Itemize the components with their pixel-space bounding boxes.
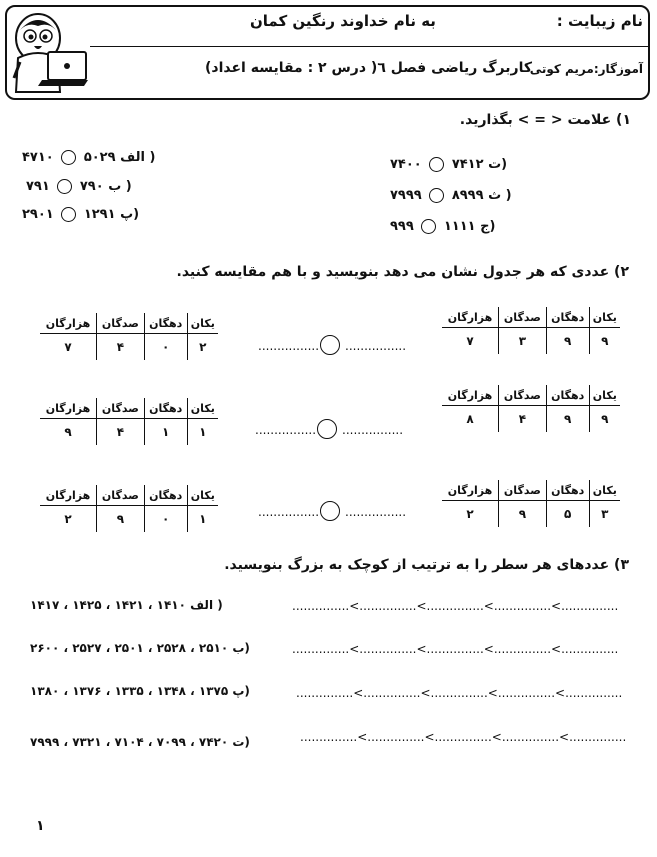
header-tens: دهگان: [144, 313, 187, 334]
row-numbers: ۱۴۱۰ ، ۱۴۲۱ ، ۱۴۲۵ ، ۱۴۱۷: [30, 598, 186, 612]
answer-circle[interactable]: [429, 188, 444, 203]
number-a: ۱۲۹۱: [83, 207, 116, 222]
number-b: ۷۴۰۰: [390, 157, 422, 172]
place-value-table: [442, 480, 620, 527]
q1-left-item: [22, 150, 155, 165]
header-hundreds: صدگان: [97, 485, 145, 506]
item-label: (پ: [120, 207, 140, 222]
compare-circle[interactable]: [320, 501, 340, 521]
digit-cell: ۹: [546, 328, 589, 355]
row-label: (پ: [232, 684, 250, 698]
place-value-table: [40, 313, 218, 360]
header-tens: دهگان: [546, 307, 589, 328]
header-tens: دهگان: [546, 480, 589, 501]
number-b: ۹۹۹: [390, 219, 414, 234]
digit-cell: ۳: [499, 328, 547, 355]
header-hundreds: صدگان: [97, 398, 145, 419]
digit-cell: ۱: [187, 506, 218, 533]
q3-title: ۳) عددهای هر سطر را به ترتیب از کوچک به بزرگ بنویسید.: [224, 557, 629, 573]
header-tens: دهگان: [144, 398, 187, 419]
compare-circle[interactable]: [320, 335, 340, 355]
header-thousands: هزارگان: [442, 480, 499, 501]
header-hundreds: صدگان: [499, 385, 547, 406]
number-a: ۸۹۹۹: [451, 188, 484, 203]
digit-cell: ۷: [40, 334, 97, 361]
digit-cell: ۲: [40, 506, 97, 533]
number-b: ۷۹۱: [26, 179, 50, 194]
number-b: ۴۷۱۰: [22, 150, 54, 165]
item-label: ( ب: [108, 179, 132, 194]
header-ones: یکان: [589, 480, 620, 501]
page-number: ۱: [36, 818, 45, 834]
digit-cell: ۹: [97, 506, 145, 533]
item-label: (ج: [480, 219, 496, 234]
student-name-label: نام زیبایت :: [556, 12, 643, 30]
row-label: (ب: [232, 641, 250, 655]
answer-blank[interactable]: ................: [342, 423, 404, 437]
sequence-row: [30, 598, 223, 612]
header-tens: دهگان: [144, 485, 187, 506]
header-hundreds: صدگان: [499, 480, 547, 501]
answer-circle[interactable]: [57, 179, 72, 194]
answer-line[interactable]: ...............<...............<...............<...............<...............: [292, 599, 619, 613]
q2-title: ۲) عددی که هر جدول نشان می دهد بنویسید و با هم مقایسه کنید.: [176, 264, 629, 280]
digit-cell: ۹: [499, 501, 547, 528]
q1-title: ۱) علامت < = > بگذارید.: [459, 112, 631, 128]
digit-cell: ۹: [40, 419, 97, 446]
header-thousands: هزارگان: [442, 307, 499, 328]
header-hundreds: صدگان: [97, 313, 145, 334]
header-thousands: هزارگان: [442, 385, 499, 406]
header-thousands: هزارگان: [40, 313, 97, 334]
digit-cell: ۱: [187, 419, 218, 446]
q1-left-item: [22, 207, 139, 222]
row-numbers: ۱۳۷۵ ، ۱۳۴۸ ، ۱۳۳۵ ، ۱۳۷۶ ، ۱۳۸۰: [30, 684, 229, 698]
answer-circle[interactable]: [61, 207, 76, 222]
q1-right-item: [390, 219, 495, 234]
item-label: ( ث: [488, 188, 512, 203]
header-ones: یکان: [187, 485, 218, 506]
place-value-table: [442, 385, 620, 432]
digit-cell: ۹: [589, 328, 620, 355]
answer-circle[interactable]: [429, 157, 444, 172]
sequence-row: [30, 641, 250, 655]
digit-cell: ۳: [589, 501, 620, 528]
place-value-table: [442, 307, 620, 354]
answer-blank[interactable]: ................: [345, 339, 407, 353]
row-numbers: ۷۴۲۰ ، ۷۰۹۹ ، ۷۱۰۴ ، ۷۳۲۱ ، ۷۹۹۹: [30, 735, 229, 749]
header-ones: یکان: [187, 313, 218, 334]
answer-blank[interactable]: ................: [258, 505, 320, 519]
header-ones: یکان: [589, 307, 620, 328]
q1-left-item: [26, 179, 132, 194]
digit-cell: ۲: [442, 501, 499, 528]
answer-circle[interactable]: [421, 219, 436, 234]
number-a: ۷۹۰: [79, 179, 104, 194]
digit-cell: ۴: [499, 406, 547, 433]
digit-cell: ۵: [546, 501, 589, 528]
header-tens: دهگان: [546, 385, 589, 406]
digit-cell: ۹: [546, 406, 589, 433]
header-thousands: هزارگان: [40, 398, 97, 419]
answer-blank[interactable]: ................: [255, 423, 317, 437]
teacher-name: آموزگار:مریم کوتی: [529, 62, 643, 76]
header-thousands: هزارگان: [40, 485, 97, 506]
sequence-row: [30, 735, 250, 749]
number-a: ۱۱۱۱: [443, 219, 476, 234]
penguin-laptop-icon: [8, 8, 90, 96]
digit-cell: ۸: [442, 406, 499, 433]
row-label: ( الف: [190, 598, 223, 612]
sequence-row: [30, 684, 250, 698]
digit-cell: ۰: [144, 506, 187, 533]
header-ones: یکان: [589, 385, 620, 406]
digit-cell: ۰: [144, 334, 187, 361]
digit-cell: ۷: [442, 328, 499, 355]
number-a: ۷۴۱۲: [451, 157, 484, 172]
answer-line[interactable]: ...............<...............<...............<...............<...............: [292, 642, 619, 656]
item-label: (ت: [488, 157, 508, 172]
answer-blank[interactable]: ................: [258, 339, 320, 353]
digit-cell: ۱: [144, 419, 187, 446]
digit-cell: ۴: [97, 419, 145, 446]
item-label: ( الف: [120, 150, 156, 165]
header-ones: یکان: [187, 398, 218, 419]
number-b: ۲۹۰۱: [22, 207, 54, 222]
q1-right-item: [390, 157, 507, 172]
number-a: ۵۰۲۹: [83, 150, 116, 165]
number-b: ۷۹۹۹: [390, 188, 422, 203]
answer-blank[interactable]: ................: [345, 505, 407, 519]
row-numbers: ۲۵۱۰ ، ۲۵۲۸ ، ۲۵۰۱ ، ۲۵۲۷ ، ۲۶۰۰: [30, 641, 229, 655]
compare-circle[interactable]: [317, 419, 337, 439]
row-label: (ت: [232, 735, 250, 749]
place-value-table: [40, 485, 218, 532]
header-divider: [90, 46, 648, 47]
digit-cell: ۴: [97, 334, 145, 361]
worksheet-title: کاربرگ ریاضی فصل ٦( درس ٢ : مقایسه اعداد): [205, 60, 532, 76]
bismillah-text: به نام خداوند رنگین کمان: [250, 12, 436, 30]
answer-line[interactable]: ...............<...............<...............<...............<...............: [296, 686, 623, 700]
digit-cell: ۹: [589, 406, 620, 433]
place-value-table: [40, 398, 218, 445]
header-hundreds: صدگان: [499, 307, 547, 328]
digit-cell: ۲: [187, 334, 218, 361]
answer-circle[interactable]: [61, 150, 76, 165]
q1-right-item: [390, 188, 512, 203]
answer-line[interactable]: ...............<...............<...............<...............<...............: [300, 730, 627, 744]
